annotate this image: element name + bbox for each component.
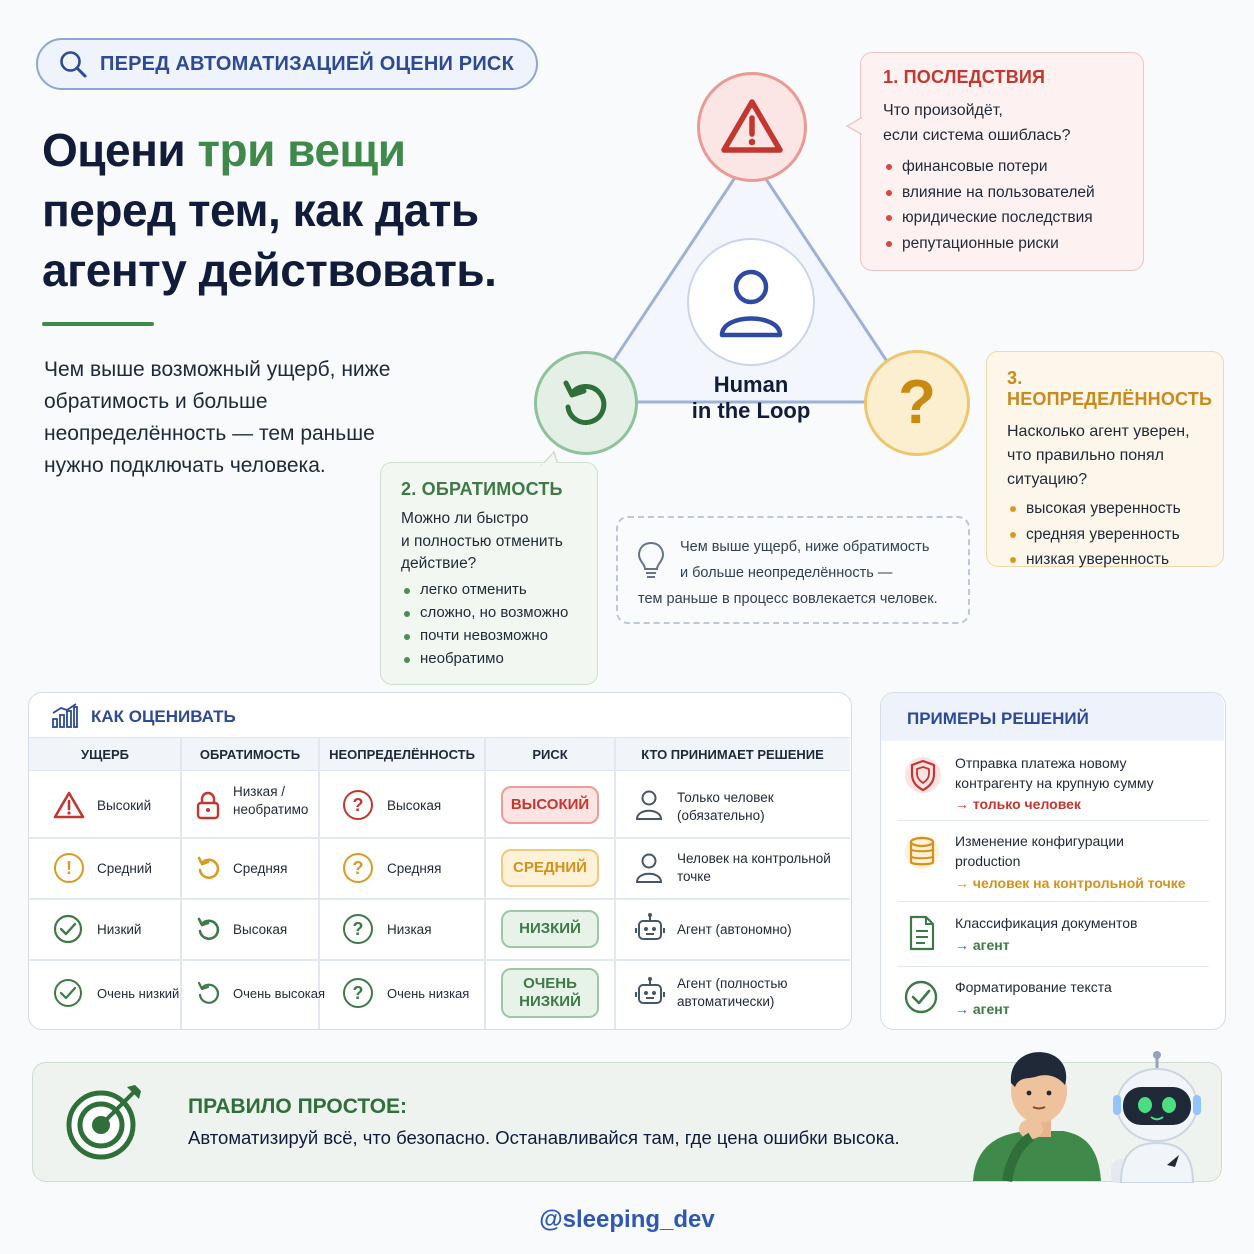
uncertainty-cell: Низкая xyxy=(387,921,432,937)
uncertainty-question xyxy=(1007,420,1203,492)
robot-icon xyxy=(635,912,665,946)
risk-badge-high xyxy=(501,786,599,824)
uncertainty-title: 3. НЕОПРЕДЕЛЁННОСТЬ xyxy=(1007,368,1213,409)
table-row xyxy=(29,960,850,1026)
list-item: влияние на пользователей xyxy=(883,180,1121,206)
reversibility-title: 2. ОБРАТИМОСТЬ xyxy=(401,479,563,499)
example-text: Изменение конфигурации xyxy=(955,833,1124,849)
question-icon: ? xyxy=(343,978,373,1008)
reversibility-node xyxy=(534,351,638,455)
col-header: РИСК xyxy=(532,746,568,762)
badge-line: ВЫСОКИЙ xyxy=(510,796,590,813)
cell-line: Человек на контрольной xyxy=(677,851,831,866)
consequences-list xyxy=(883,154,1121,256)
uncertainty-node xyxy=(864,350,970,456)
reversibility-cell: Очень высокая xyxy=(233,985,326,1001)
shield-icon xyxy=(905,755,941,795)
search-icon xyxy=(58,49,88,79)
reversibility-question-line: и полностью отменить xyxy=(401,532,563,550)
risk-badge-low xyxy=(501,910,599,948)
table-row xyxy=(29,838,850,898)
title-accent: три вещи xyxy=(197,124,406,176)
user-icon xyxy=(635,789,663,821)
table-title: КАК ОЦЕНИВАТЬ xyxy=(91,707,236,726)
rule-banner xyxy=(32,1062,1222,1182)
cell-line: автоматически) xyxy=(677,994,775,1009)
list-item: финансовые потери xyxy=(883,154,1121,180)
lock-icon xyxy=(195,790,221,820)
title-part: Оцени xyxy=(42,124,198,176)
author-handle: @sleeping_dev xyxy=(539,1206,715,1233)
undo-icon xyxy=(558,375,614,431)
warning-icon xyxy=(53,790,85,820)
damage-cell: Средний xyxy=(97,860,152,876)
target-icon xyxy=(63,1081,147,1165)
card-pointer xyxy=(540,450,560,466)
database-icon xyxy=(905,832,939,872)
topic-pill xyxy=(36,38,538,90)
example-item xyxy=(897,903,1209,967)
consequences-card xyxy=(860,52,1144,271)
list-item: необратимо xyxy=(401,647,577,670)
damage-cell: Высокий xyxy=(97,797,152,813)
exclamation-icon: ! xyxy=(54,853,84,883)
reversibility-cell: Высокая xyxy=(233,921,288,937)
damage-cell: Очень низкий xyxy=(97,985,180,1001)
col-header: УЩЕРБ xyxy=(80,746,130,762)
example-result: → человек на контрольной точке xyxy=(955,875,1186,891)
risk-badge-medium xyxy=(501,849,599,887)
table-header xyxy=(29,737,850,771)
list-item: легко отменить xyxy=(401,578,577,601)
cell-line: Низкая / xyxy=(233,784,286,799)
example-result: → агент xyxy=(955,1001,1010,1017)
example-text: контрагенту на крупную сумму xyxy=(955,775,1154,791)
decision-cell xyxy=(677,850,831,886)
damage-cell: Низкий xyxy=(97,921,142,937)
list-item: почти невозможно xyxy=(401,624,577,647)
examples-title: ПРИМЕРЫ РЕШЕНИЙ xyxy=(907,709,1089,728)
page-title xyxy=(42,120,562,300)
example-text: Классификация документов xyxy=(955,915,1138,931)
check-circle-icon xyxy=(903,979,939,1015)
consequences-question-line: Что произойдёт, xyxy=(883,102,1003,119)
uncertainty-card xyxy=(986,351,1224,567)
question-icon: ? xyxy=(343,853,373,883)
uncertainty-cell: Средняя xyxy=(387,860,442,876)
cell-line: точке xyxy=(677,869,711,884)
center-label xyxy=(650,372,852,424)
center-user-node xyxy=(687,238,815,366)
badge-line: НИЗКИЙ xyxy=(519,993,581,1010)
question-icon: ? xyxy=(898,368,936,437)
topic-pill-label: ПЕРЕД АВТОМАТИЗАЦИЕЙ ОЦЕНИ РИСК xyxy=(100,52,514,75)
question-icon: ? xyxy=(343,790,373,820)
table-row xyxy=(29,899,850,959)
lightbulb-icon xyxy=(636,540,666,580)
undo-icon xyxy=(195,915,223,943)
consequences-node xyxy=(697,72,807,182)
list-item: сложно, но возможно xyxy=(401,601,577,624)
uncertainty-question-line: что правильно понял xyxy=(1007,447,1164,464)
chart-icon xyxy=(51,703,79,729)
evaluation-table xyxy=(28,692,852,1030)
check-circle-icon xyxy=(53,978,83,1008)
center-label-line1: Human xyxy=(713,372,789,397)
cell-line: Агент (полностью xyxy=(677,976,788,991)
example-item xyxy=(897,822,1209,902)
col-header: КТО ПРИНИМАЕТ РЕШЕНИЕ xyxy=(641,746,824,762)
reversibility-question-line: действие? xyxy=(401,555,477,572)
example-text: production xyxy=(955,853,1021,869)
cell-line: Только человек xyxy=(677,790,774,805)
decision-cell xyxy=(677,975,787,1011)
example-result: → только человек xyxy=(955,796,1081,812)
example-text: Отправка платежа новому xyxy=(955,755,1127,771)
example-item xyxy=(897,745,1209,821)
list-item: юридические последствия xyxy=(883,205,1121,231)
table-row xyxy=(29,773,850,837)
check-circle-icon xyxy=(53,914,83,944)
reversibility-question xyxy=(401,508,577,576)
document-icon xyxy=(907,915,937,951)
user-icon xyxy=(716,263,786,341)
rule-text: Автоматизируй всё, что безопасно. Останавливайся там, где цена ошибки высока. xyxy=(188,1127,900,1148)
title-line-2: перед тем, как дать xyxy=(42,184,479,236)
robot-icon xyxy=(635,976,665,1010)
question-icon: ? xyxy=(343,914,373,944)
badge-line: НИЗКИЙ xyxy=(519,920,581,937)
risk-badge-very-low xyxy=(501,968,599,1018)
tip-line: тем раньше в процесс вовлекается человек. xyxy=(638,591,938,607)
decision-cell: Агент (автономно) xyxy=(677,921,792,937)
reversibility-cell: Средняя xyxy=(233,860,288,876)
list-item: высокая уверенность xyxy=(1007,496,1203,522)
person-and-robot-illustration xyxy=(971,1047,1207,1183)
tip-box xyxy=(616,516,970,624)
center-label-line2: in the Loop xyxy=(691,398,811,423)
examples-panel xyxy=(880,692,1226,1030)
reversibility-cell xyxy=(233,783,308,819)
card-pointer xyxy=(846,116,862,136)
title-underline xyxy=(42,322,154,326)
undo-icon xyxy=(195,854,223,882)
tip-line: и больше неопределённость — xyxy=(680,565,893,581)
example-item xyxy=(897,969,1209,1027)
list-item: репутационные риски xyxy=(883,231,1121,257)
tip-line: Чем выше ущерб, ниже обратимость xyxy=(680,539,930,555)
rule-title: ПРАВИЛО ПРОСТОЕ: xyxy=(188,1095,408,1118)
uncertainty-list xyxy=(1007,496,1203,573)
reversibility-list xyxy=(401,578,577,670)
list-item: средняя уверенность xyxy=(1007,522,1203,548)
reversibility-question-line: Можно ли быстро xyxy=(401,510,529,527)
col-header: НЕОПРЕДЕЛЁННОСТЬ xyxy=(329,746,475,762)
uncertainty-question-line: ситуацию? xyxy=(1007,471,1088,488)
user-icon xyxy=(635,852,663,884)
consequences-question-line: если система ошиблась? xyxy=(883,127,1071,144)
uncertainty-cell: Очень низкая xyxy=(387,985,470,1001)
consequences-title: 1. ПОСЛЕДСТВИЯ xyxy=(883,67,1046,87)
intro-text: Чем выше возможный ущерб, ниже обратимость и больше неопределённость — тем раньше нужно подключать человека. xyxy=(44,358,391,477)
title-line-3: агенту действовать. xyxy=(42,244,497,296)
uncertainty-cell: Высокая xyxy=(387,797,442,813)
col-header: ОБРАТИМОСТЬ xyxy=(199,746,301,762)
consequences-question xyxy=(883,98,1121,148)
example-result: → агент xyxy=(955,937,1010,953)
list-item: низкая уверенность xyxy=(1007,547,1203,573)
undo-icon xyxy=(195,979,223,1007)
warning-icon xyxy=(720,98,784,156)
reversibility-card xyxy=(380,462,598,685)
cell-line: необратимо xyxy=(233,802,309,817)
example-text: Форматирование текста xyxy=(955,979,1112,995)
badge-line: СРЕДНИЙ xyxy=(513,859,587,876)
badge-line: ОЧЕНЬ xyxy=(523,975,577,992)
decision-cell xyxy=(677,789,774,825)
uncertainty-question-line: Насколько агент уверен, xyxy=(1007,423,1190,440)
cell-line: (обязательно) xyxy=(677,808,765,823)
